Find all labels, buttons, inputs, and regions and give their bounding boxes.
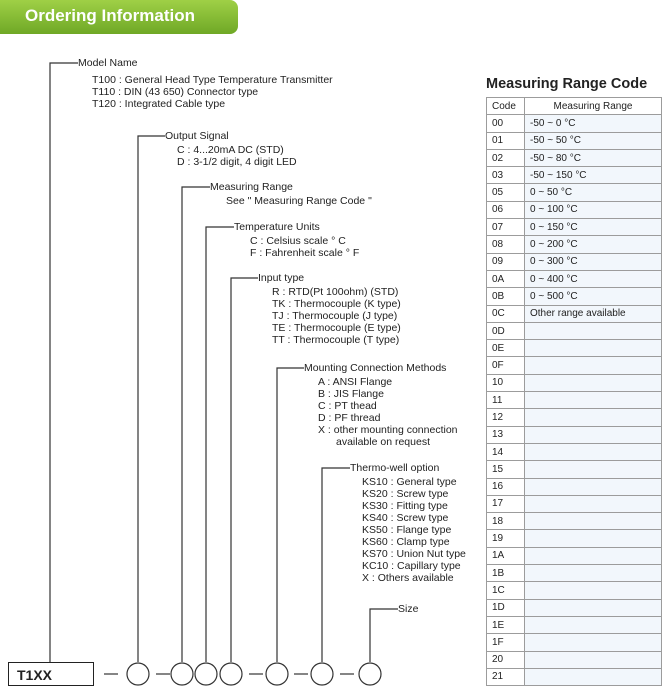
table-row <box>487 184 662 201</box>
option-item: C : Celsius scale ° C <box>250 235 346 247</box>
range-value-cell <box>525 478 662 495</box>
range-value-cell: -50 ~ 0 °C <box>525 115 662 132</box>
range-value-cell <box>525 565 662 582</box>
range-code-cell: 12 <box>487 409 525 426</box>
range-code-cell: 20 <box>487 651 525 668</box>
table-row <box>487 167 662 184</box>
option-item: R : RTD(Pt 100ohm) (STD) <box>272 286 399 298</box>
table-row <box>487 409 662 426</box>
table-row <box>487 668 662 685</box>
section-output-signal <box>165 130 297 168</box>
option-item: KS30 : Fitting type <box>362 500 448 512</box>
section-heading: Thermo-well option <box>350 462 440 474</box>
range-code-cell: 1E <box>487 616 525 633</box>
option-item: KS60 : Clamp type <box>362 536 450 548</box>
range-value-cell <box>525 392 662 409</box>
range-value-cell <box>525 374 662 391</box>
range-code-cell: 05 <box>487 184 525 201</box>
range-code-cell: 1D <box>487 599 525 616</box>
table-row <box>487 149 662 166</box>
model-code-box <box>8 662 94 686</box>
option-item: available on request <box>336 436 430 448</box>
option-item: X : Others available <box>362 572 454 584</box>
range-code-cell: 0A <box>487 270 525 287</box>
range-code-cell: 0D <box>487 322 525 339</box>
table-row <box>487 236 662 253</box>
range-code-cell: 15 <box>487 461 525 478</box>
option-item: TT : Thermocouple (T type) <box>272 334 400 346</box>
option-item: F : Fahrenheit scale ° F <box>250 247 360 259</box>
range-table-title: Measuring Range Code <box>486 76 648 92</box>
range-value-cell <box>525 461 662 478</box>
column-header-code: Code <box>487 98 525 115</box>
option-item: TK : Thermocouple (K type) <box>272 298 401 310</box>
range-value-cell <box>525 616 662 633</box>
range-value-cell <box>525 530 662 547</box>
section-mounting-connection <box>304 362 458 448</box>
range-value-cell <box>525 668 662 685</box>
range-code-cell: 0F <box>487 357 525 374</box>
range-value-cell <box>525 357 662 374</box>
section-heading: Temperature Units <box>234 221 320 233</box>
option-item: KS20 : Screw type <box>362 488 449 500</box>
option-item: T120 : Integrated Cable type <box>92 98 226 110</box>
column-header-range: Measuring Range <box>525 98 662 115</box>
option-item: T110 : DIN (43 650) Connector type <box>92 86 259 98</box>
range-code-cell: 18 <box>487 513 525 530</box>
table-row <box>487 219 662 236</box>
range-value-cell <box>525 547 662 564</box>
table-row <box>487 565 662 582</box>
table-row <box>487 340 662 357</box>
range-value-cell: -50 ~ 80 °C <box>525 149 662 166</box>
range-code-cell: 1F <box>487 634 525 651</box>
range-value-cell: 0 ~ 300 °C <box>525 253 662 270</box>
option-item: B : JIS Flange <box>318 388 384 400</box>
range-code-cell: 0C <box>487 305 525 322</box>
range-code-cell: 1B <box>487 565 525 582</box>
range-code-cell: 07 <box>487 219 525 236</box>
range-value-cell: 0 ~ 400 °C <box>525 270 662 287</box>
range-code-cell: 13 <box>487 426 525 443</box>
range-value-cell <box>525 426 662 443</box>
range-value-cell <box>525 651 662 668</box>
range-code-cell: 0E <box>487 340 525 357</box>
table-row <box>487 305 662 322</box>
section-measuring-range <box>210 181 372 207</box>
table-row <box>487 115 662 132</box>
table-row <box>487 357 662 374</box>
range-code-cell: 1C <box>487 582 525 599</box>
section-temperature-units <box>234 221 359 259</box>
table-row <box>487 495 662 512</box>
range-code-cell: 14 <box>487 443 525 460</box>
table-row <box>487 634 662 651</box>
range-value-cell: 0 ~ 500 °C <box>525 288 662 305</box>
range-value-cell <box>525 582 662 599</box>
table-row <box>487 322 662 339</box>
option-item: T100 : General Head Type Temperature Transmitter <box>92 74 333 86</box>
range-code-cell: 11 <box>487 392 525 409</box>
option-item: TJ : Thermocouple (J type) <box>272 310 398 322</box>
table-row <box>487 461 662 478</box>
table-row <box>487 651 662 668</box>
table-header-row <box>487 98 662 115</box>
range-table <box>486 97 662 686</box>
table-row <box>487 616 662 633</box>
section-heading: Mounting Connection Methods <box>304 362 447 374</box>
range-code-cell: 03 <box>487 167 525 184</box>
section-input-type <box>258 272 401 346</box>
table-row <box>487 374 662 391</box>
section-heading: Input type <box>258 272 305 284</box>
option-item: KC10 : Capillary type <box>362 560 461 572</box>
option-item: KS40 : Screw type <box>362 512 449 524</box>
range-code-cell: 17 <box>487 495 525 512</box>
option-item: KS50 : Flange type <box>362 524 452 536</box>
range-code-cell: 00 <box>487 115 525 132</box>
option-item: C : PT thead <box>318 400 377 412</box>
range-code-cell: 08 <box>487 236 525 253</box>
option-item: X : other mounting connection <box>318 424 458 436</box>
range-code-cell: 01 <box>487 132 525 149</box>
table-row <box>487 270 662 287</box>
range-code-cell: 09 <box>487 253 525 270</box>
table-row <box>487 392 662 409</box>
section-thermo-well <box>350 462 466 584</box>
range-value-cell: 0 ~ 150 °C <box>525 219 662 236</box>
table-row <box>487 478 662 495</box>
range-value-cell <box>525 634 662 651</box>
range-value-cell <box>525 599 662 616</box>
table-row <box>487 547 662 564</box>
range-code-cell: 06 <box>487 201 525 218</box>
range-value-cell: Other range available <box>525 305 662 322</box>
range-code-cell: 02 <box>487 149 525 166</box>
range-value-cell <box>525 443 662 460</box>
range-value-cell <box>525 322 662 339</box>
range-value-cell: 0 ~ 200 °C <box>525 236 662 253</box>
table-row <box>487 599 662 616</box>
table-row <box>487 288 662 305</box>
option-item: D : PF thread <box>318 412 381 424</box>
range-value-cell <box>525 513 662 530</box>
range-value-cell: -50 ~ 150 °C <box>525 167 662 184</box>
range-code-cell: 1A <box>487 547 525 564</box>
option-item: KS10 : General type <box>362 476 457 488</box>
table-row <box>487 253 662 270</box>
table-row <box>487 513 662 530</box>
section-heading: Measuring Range <box>210 181 293 193</box>
range-table-body <box>487 115 662 686</box>
section-model-name <box>78 57 333 110</box>
range-code-cell: 19 <box>487 530 525 547</box>
table-row <box>487 426 662 443</box>
table-row <box>487 132 662 149</box>
option-item: See " Measuring Range Code " <box>226 195 372 207</box>
model-code: T1XX <box>17 667 53 683</box>
section-title: Ordering Information <box>25 6 195 25</box>
section-heading: Size <box>398 603 419 615</box>
section-heading: Output Signal <box>165 130 229 142</box>
option-item: KS70 : Union Nut type <box>362 548 466 560</box>
section-size <box>398 603 418 615</box>
section-heading: Model Name <box>78 57 138 69</box>
range-value-cell: -50 ~ 50 °C <box>525 132 662 149</box>
table-row <box>487 443 662 460</box>
table-row <box>487 530 662 547</box>
range-value-cell <box>525 495 662 512</box>
table-row <box>487 582 662 599</box>
option-item: TE : Thermocouple (E type) <box>272 322 401 334</box>
range-code-cell: 10 <box>487 374 525 391</box>
range-code-cell: 21 <box>487 668 525 685</box>
range-value-cell: 0 ~ 100 °C <box>525 201 662 218</box>
range-value-cell <box>525 340 662 357</box>
option-item: D : 3-1/2 digit, 4 digit LED <box>177 156 297 168</box>
range-code-cell: 16 <box>487 478 525 495</box>
option-item: A : ANSI Flange <box>318 376 393 388</box>
range-value-cell <box>525 409 662 426</box>
range-value-cell: 0 ~ 50 °C <box>525 184 662 201</box>
table-row <box>487 201 662 218</box>
option-item: C : 4...20mA DC (STD) <box>177 144 284 156</box>
range-code-cell: 0B <box>487 288 525 305</box>
